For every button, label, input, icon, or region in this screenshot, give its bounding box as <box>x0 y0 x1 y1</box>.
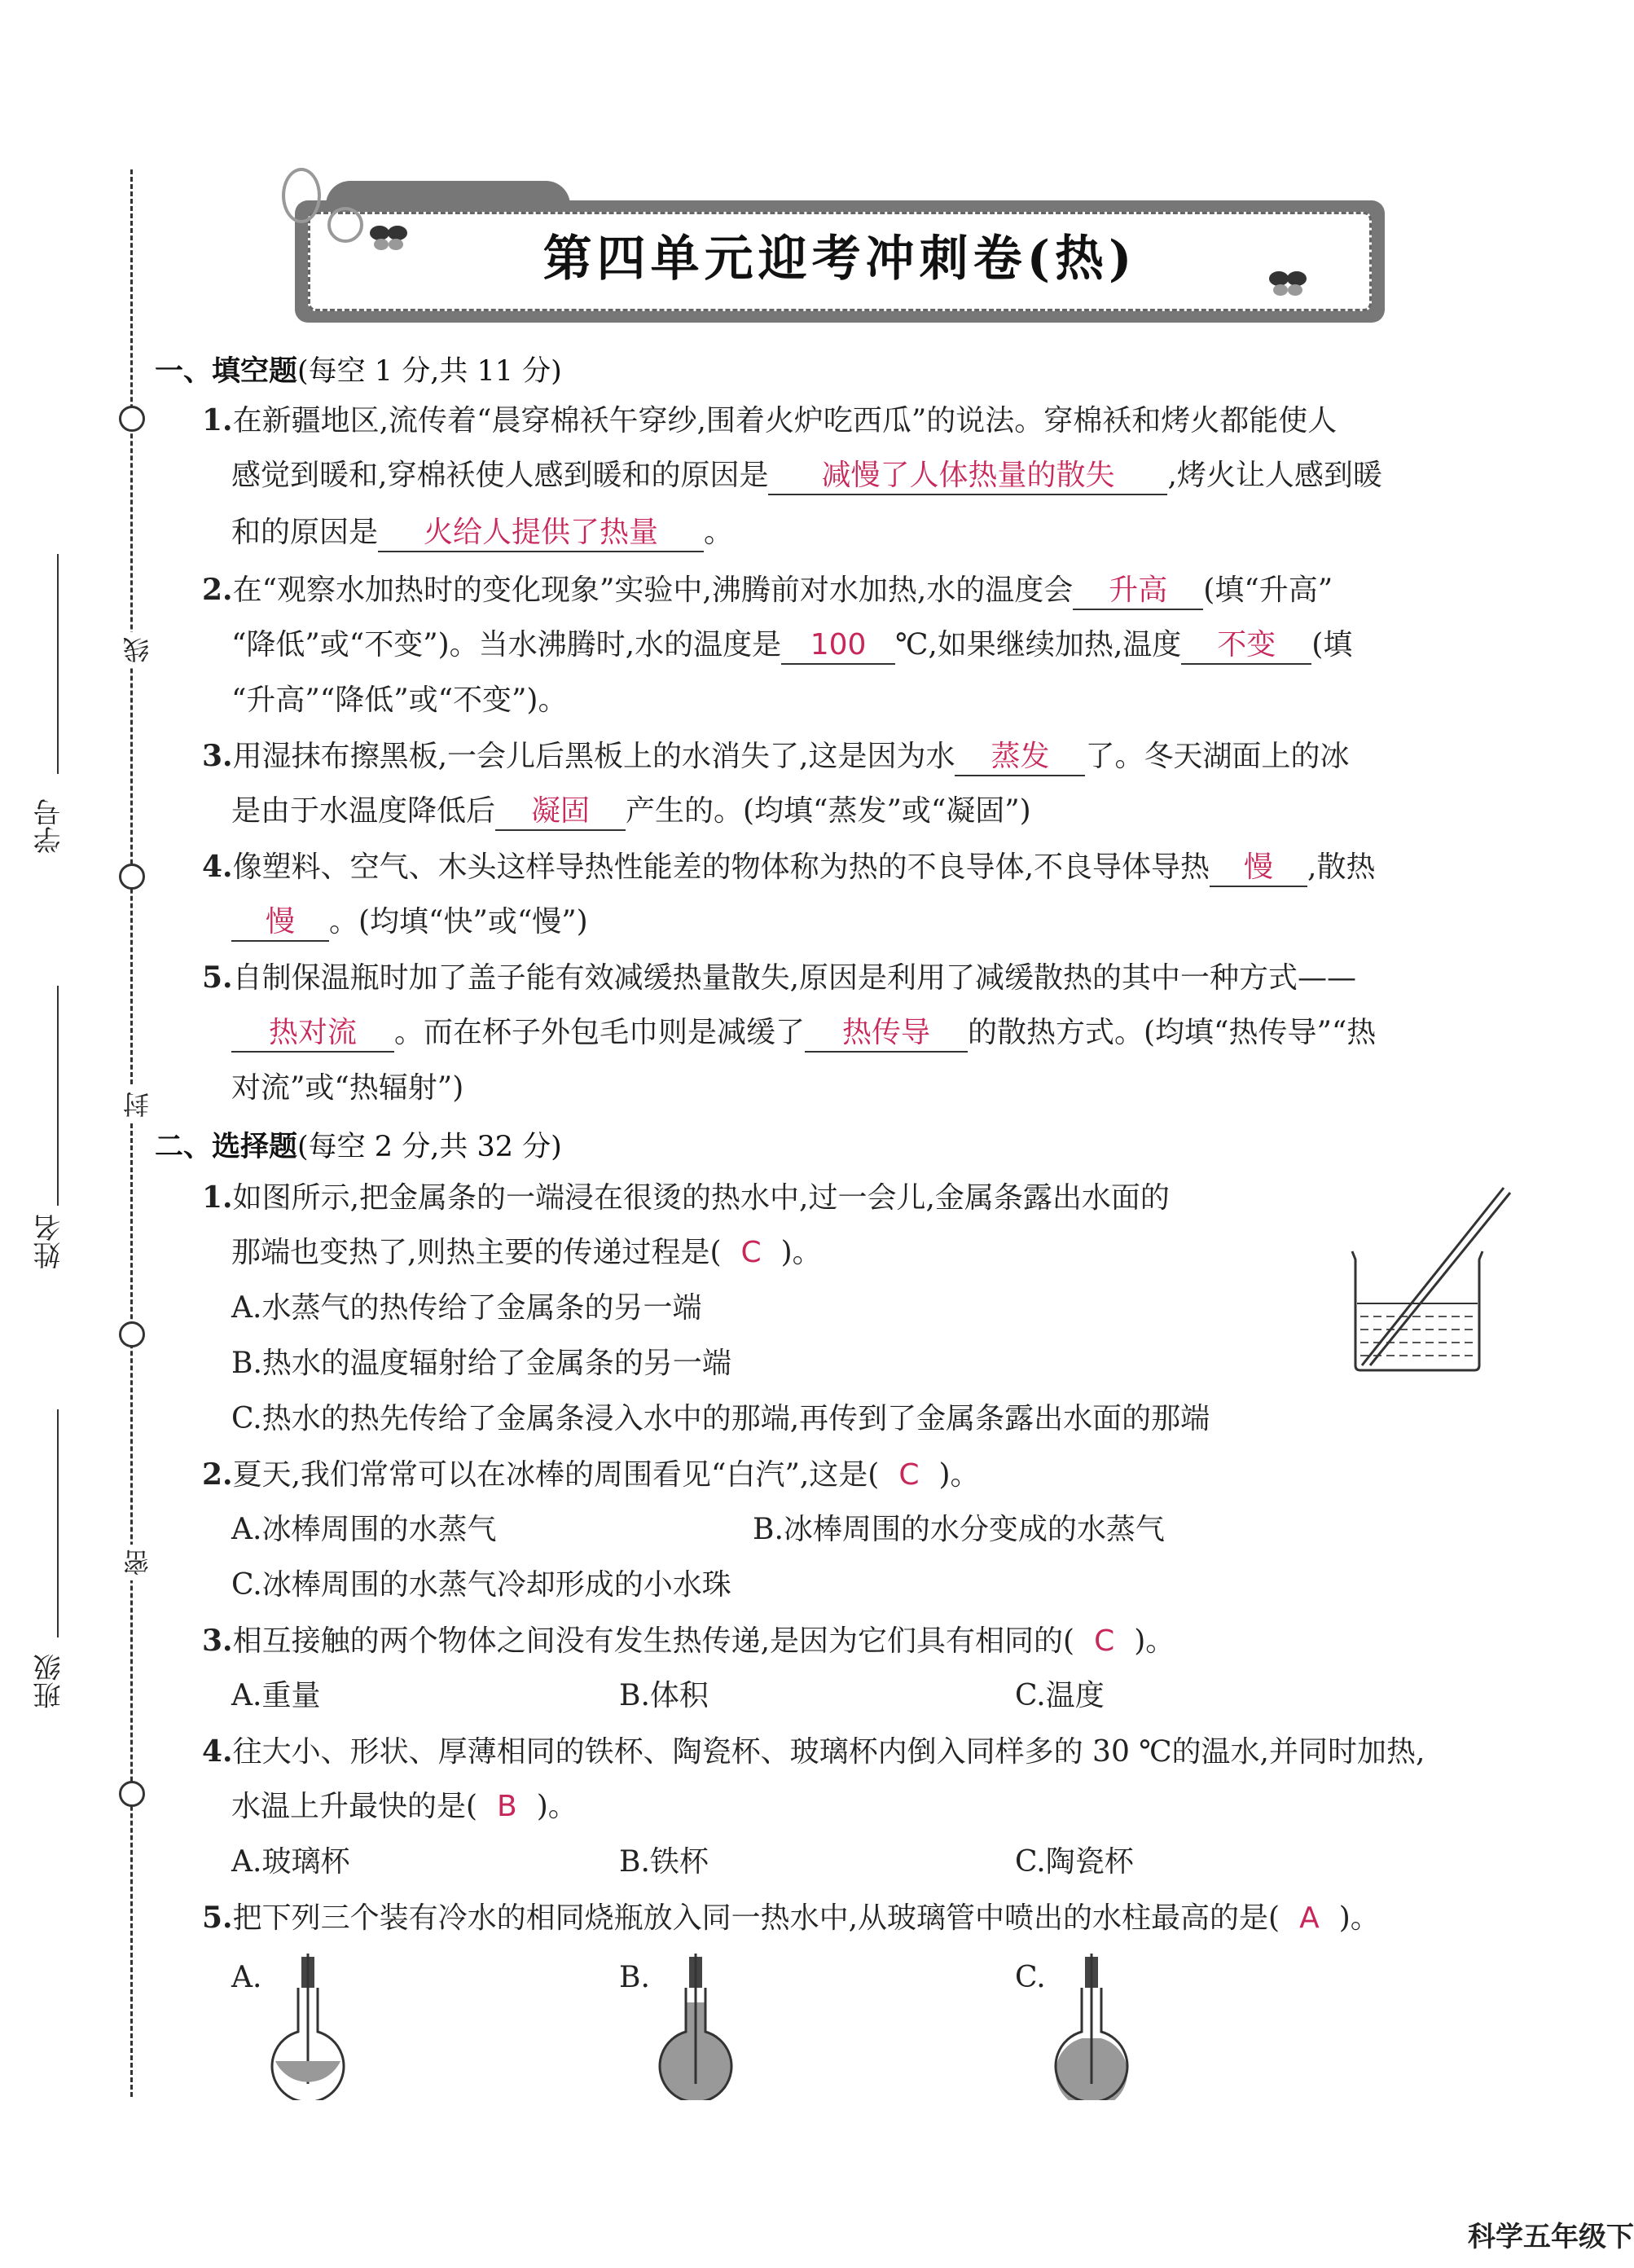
binding-hole <box>119 1781 145 1807</box>
q4-answer-2: 慢 <box>231 904 329 942</box>
class-line <box>57 1409 59 1637</box>
mc3-option-a: A.重量 <box>231 1679 321 1712</box>
q4-number: 4. <box>202 850 233 884</box>
q2-text: (填“升高” <box>1203 574 1333 607</box>
mc2-text: 夏天,我们常常可以在冰棒的周围看见“白汽”,这是( <box>232 1458 880 1492</box>
name-line <box>57 986 59 1206</box>
q4-text: 。(均填“快”或“慢”) <box>329 905 588 938</box>
mc4-line1 <box>202 1732 1425 1772</box>
q1-answer-1: 减慢了人体热量的散失 <box>768 458 1167 495</box>
q4-text: 像塑料、空气、木头这样导热性能差的物体称为热的不良导体,不良导体导热 <box>232 850 1210 884</box>
student-no-line <box>57 554 59 774</box>
mc3-answer: C <box>1094 1624 1115 1658</box>
mc1-answer: C <box>740 1236 762 1269</box>
beaker-with-metal-strip-figure <box>1344 1181 1515 1377</box>
mc1-text: )。 <box>780 1236 822 1269</box>
q5-number: 5. <box>202 960 233 995</box>
binding-hole <box>119 864 145 890</box>
section-heading-text: 一、填空题 <box>155 354 298 388</box>
q4-text: ,散热 <box>1307 850 1376 884</box>
q5-line2 <box>231 1013 1376 1053</box>
mc1-option-c: C.热水的热先传给了金属条浸入水中的那端,再传到了金属条露出水面的那端 <box>231 1402 1210 1435</box>
mc3-number: 3. <box>202 1624 233 1658</box>
q1-answer-2: 火给人提供了热量 <box>378 515 704 552</box>
mc4-answer: B <box>497 1790 517 1823</box>
q5-answer-2: 热传导 <box>805 1015 968 1053</box>
mc1-line2 <box>231 1233 822 1272</box>
mc3-text: )。 <box>1134 1624 1175 1658</box>
q5-text: 的散热方式。(均填“热传导”“热 <box>968 1016 1377 1049</box>
q1-number: 1. <box>202 403 233 437</box>
mc5-option-a-label: A. <box>231 1961 262 1994</box>
q3-number: 3. <box>202 739 233 773</box>
mc4-text: 水温上升最快的是( <box>231 1790 478 1823</box>
q1-line1 <box>202 401 1337 441</box>
q1-text: 在新疆地区,流传着“晨穿棉袄午穿纱,围着火炉吃西瓜”的说法。穿棉袄和烤火都能使人 <box>232 404 1338 437</box>
binding-word-mi: 密 <box>119 1545 156 1580</box>
q1-text: 和的原因是 <box>231 516 379 549</box>
q2-answer-2: 100 <box>781 627 895 665</box>
q3-text: 是由于水温度降低后 <box>231 794 496 828</box>
mc1-text: 如图所示,把金属条的一端浸在很烫的热水中,过一会儿,金属条露出水面的 <box>232 1181 1170 1215</box>
section-heading-choice <box>155 1124 562 1165</box>
mc2-text: )。 <box>938 1458 980 1492</box>
flask-a-figure <box>267 1954 349 2100</box>
mc5-option-c-label: C. <box>1015 1961 1046 1994</box>
q2-text: 在“观察水加热时的变化现象”实验中,沸腾前对水加热,水的温度会 <box>232 574 1074 607</box>
q5-line3 <box>231 1069 463 1108</box>
q3-text: 用湿抹布擦黑板,一会儿后黑板上的水消失了,这是因为水 <box>232 740 955 773</box>
q5-line1 <box>202 958 1356 998</box>
binding-dashed-line <box>130 169 133 2097</box>
q5-text: 对流”或“热辐射”) <box>231 1071 464 1105</box>
binding-word-xian: 线 <box>119 632 156 668</box>
mc2-option-c: C.冰棒周围的水蒸气冷却形成的小水珠 <box>231 1568 731 1602</box>
mc4-text: )。 <box>536 1790 578 1823</box>
mc1-option-b: B.热水的温度辐射给了金属条的另一端 <box>231 1347 731 1380</box>
mc4-number: 4. <box>202 1734 233 1769</box>
name-label: 姓名 <box>33 1214 66 1269</box>
q1-line3 <box>231 513 733 552</box>
mc1-line1 <box>202 1178 1170 1218</box>
mc2-answer: C <box>898 1458 920 1492</box>
q3-line1 <box>202 736 1350 776</box>
section-score: (每空 1 分,共 11 分) <box>297 355 562 388</box>
mc4-option-b: B.铁杯 <box>619 1845 709 1879</box>
q1-text: ,烤火让人感到暖 <box>1167 459 1382 492</box>
q1-line2 <box>231 456 1382 495</box>
mc3-option-c: C.温度 <box>1015 1679 1105 1712</box>
binding-hole <box>119 1321 145 1347</box>
mc5-text: )。 <box>1338 1901 1380 1935</box>
mc5-text: 把下列三个装有冷水的相同烧瓶放入同一热水中,从玻璃管中喷出的水柱最高的是( <box>232 1901 1280 1935</box>
section-score: (每空 2 分,共 32 分) <box>297 1131 562 1163</box>
q5-answer-1: 热对流 <box>231 1015 394 1053</box>
page-title: 第四单元迎考冲刺卷(热) <box>542 231 1137 288</box>
mc4-option-a: A.玻璃杯 <box>231 1845 350 1879</box>
mc2-line1 <box>202 1455 980 1495</box>
q2-line1 <box>202 570 1333 610</box>
q2-text: ℃,如果继续加热,温度 <box>895 628 1182 662</box>
student-no-label: 学号 <box>33 798 66 854</box>
q3-text: 产生的。(均填“蒸发”或“凝固”) <box>626 794 1031 828</box>
mc3-line1 <box>202 1621 1175 1661</box>
mc4-text: 往大小、形状、厚薄相同的铁杯、陶瓷杯、玻璃杯内倒入同样多的 30 ℃的温水,并同时加热, <box>232 1735 1425 1769</box>
flask-c-figure <box>1051 1954 1132 2100</box>
binding-hole <box>119 406 145 432</box>
q3-text: 了。冬天湖面上的冰 <box>1085 740 1350 773</box>
q3-answer-1: 蒸发 <box>955 739 1085 776</box>
section-heading-fill-in <box>155 349 562 389</box>
mc1-option-a: A.水蒸气的热传给了金属条的另一端 <box>231 1291 702 1325</box>
class-label: 班级 <box>33 1654 66 1709</box>
q4-line2 <box>231 903 588 942</box>
q2-number: 2. <box>202 573 233 607</box>
mc4-line2 <box>231 1787 578 1826</box>
q2-answer-3: 不变 <box>1181 627 1311 665</box>
mc5-answer: A <box>1299 1901 1320 1935</box>
mc1-text: 那端也变热了,则热主要的传递过程是( <box>231 1236 722 1269</box>
section-heading-text: 二、选择题 <box>155 1130 298 1163</box>
ring-icon <box>282 168 321 223</box>
flask-b-figure <box>655 1954 736 2100</box>
q3-answer-2: 凝固 <box>495 793 626 831</box>
q5-text: 。而在杯子外包毛巾则是减缓了 <box>394 1016 806 1049</box>
q2-text: “升高”“降低”或“不变”)。 <box>231 683 568 717</box>
q2-text: “降低”或“不变”)。当水沸腾时,水的温度是 <box>231 628 782 662</box>
q4-answer-1: 慢 <box>1210 850 1307 887</box>
mc4-option-c: C.陶瓷杯 <box>1015 1845 1134 1879</box>
q1-text: 。 <box>704 516 734 549</box>
q2-line2 <box>231 626 1352 665</box>
mc5-number: 5. <box>202 1901 233 1935</box>
mc1-number: 1. <box>202 1180 233 1215</box>
q5-text: 自制保温瓶时加了盖子能有效减缓热量散失,原因是利用了减缓散热的其中一种方式—— <box>232 961 1357 995</box>
mc2-option-a: A.冰棒周围的水蒸气 <box>231 1513 497 1546</box>
mc3-text: 相互接触的两个物体之间没有发生热传递,是因为它们具有相同的( <box>232 1624 1075 1658</box>
mc2-number: 2. <box>202 1457 233 1492</box>
mc5-option-b-label: B. <box>619 1961 650 1994</box>
footer-subject-grade: 科学五年级下 <box>1468 2221 1634 2253</box>
q1-text: 感觉到暖和,穿棉袄使人感到暖和的原因是 <box>231 459 769 492</box>
mc5-line1 <box>202 1898 1380 1938</box>
binding-word-feng: 封 <box>119 1087 156 1123</box>
q2-text: (填 <box>1311 628 1353 662</box>
q4-line1 <box>202 847 1376 887</box>
mc3-option-b: B.体积 <box>619 1679 709 1712</box>
mc2-option-b: B.冰棒周围的水分变成的水蒸气 <box>753 1513 1165 1546</box>
q2-answer-1: 升高 <box>1073 573 1203 610</box>
q3-line2 <box>231 792 1031 831</box>
q2-line3 <box>231 681 567 720</box>
